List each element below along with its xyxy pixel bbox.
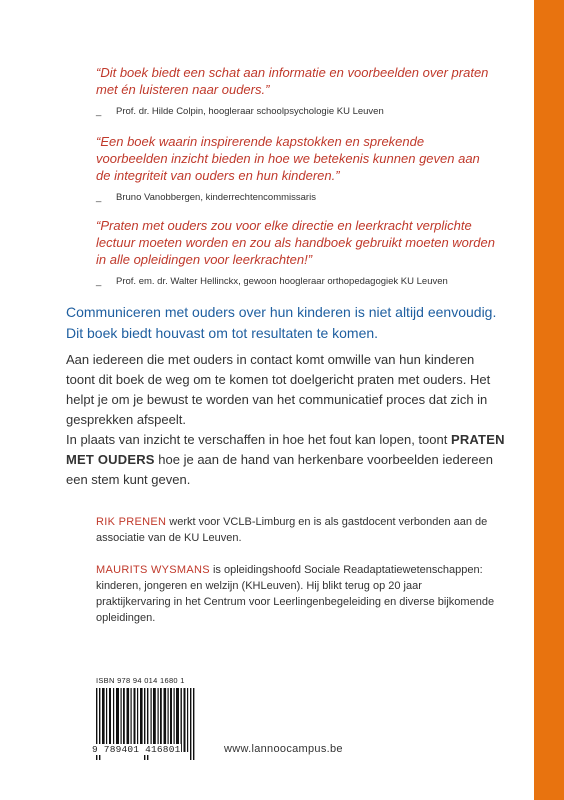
quote-1 [96, 64, 496, 118]
description-paragraph-1: Aan iedereen die met ouders in contact komt omwille van hun kinderen toont dit boek de weg om te komen tot doelgericht praten met ouders. Het helpt je om je bewust te worden van het communicatief proces dat zich in gesprekken afspeelt. [66, 352, 491, 427]
orange-spine-band [534, 0, 564, 800]
quote-attribution [96, 106, 496, 118]
intro-statement: Communiceren met ouders over hun kinderen is niet altijd eenvoudig. Dit boek biedt houvast om tot resultaten te komen. [66, 304, 497, 341]
author-name: RIK PRENEN [96, 516, 167, 528]
quote-3 [96, 217, 496, 288]
quote-text: “Dit boek biedt een schat aan informatie en voorbeelden over praten met én luisteren naar ouders.” [96, 65, 489, 97]
quote-attribution [96, 192, 496, 204]
description [66, 350, 506, 490]
author-bio-1 [96, 514, 496, 546]
description-text: In plaats van inzicht te verschaffen in hoe het fout kan lopen, toont [66, 432, 451, 447]
attribution-dash: _ [96, 106, 102, 117]
attribution-dash: _ [96, 192, 102, 203]
attribution-text: Bruno Vanobbergen, kinderrechtencommissaris [116, 192, 316, 203]
isbn-label: ISBN 978 94 014 1680 1 [96, 676, 185, 685]
attribution-text: Prof. em. dr. Walter Hellinckx, gewoon hoogleraar orthopedagogiek KU Leuven [116, 276, 448, 287]
author-bio: is opleidingshoofd Sociale Readaptatiewetenschappen: kinderen, jongeren en welzijn (KHLeuven). Hij blikt terug op 20 jaar praktijkervaring in het Centrum voor Leerlingenbegeleiding en diverse bijkomende opleidingen. [96, 564, 495, 624]
quote-text: “Praten met ouders zou voor elke directie en leerkracht verplichte lectuur moeten worden en zou als handboek gebruikt moeten worden in alle opleidingen voor leerkrachten!” [96, 218, 495, 267]
attribution-dash: _ [96, 276, 102, 287]
author-bio-2 [96, 562, 496, 626]
attribution-text: Prof. dr. Hilde Colpin, hoogleraar schoolpsychologie KU Leuven [116, 106, 384, 117]
barcode-number: 9 789401 416801 [92, 744, 181, 755]
book-title: PRATEN MET OUDERS [66, 432, 505, 467]
description-text: hoe je aan de hand van herkenbare voorbeelden iedereen een stem kunt geven. [66, 452, 493, 487]
barcode [92, 676, 202, 776]
quote-2 [96, 133, 496, 204]
quote-text: “Een boek waarin inspirerende kapstokken en sprekende voorbeelden inzicht bieden in hoe we betekenis kunnen geven aan de integriteit van ouders en hun kinderen.” [96, 134, 480, 183]
publisher-website: www.lannoocampus.be [224, 743, 343, 755]
quote-attribution [96, 276, 496, 288]
author-bio: werkt voor VCLB-Limburg en is als gastdocent verbonden aan de associatie van de KU Leuven. [96, 516, 488, 544]
description-paragraph-2 [66, 430, 506, 490]
author-name: MAURITS WYSMANS [96, 564, 210, 576]
